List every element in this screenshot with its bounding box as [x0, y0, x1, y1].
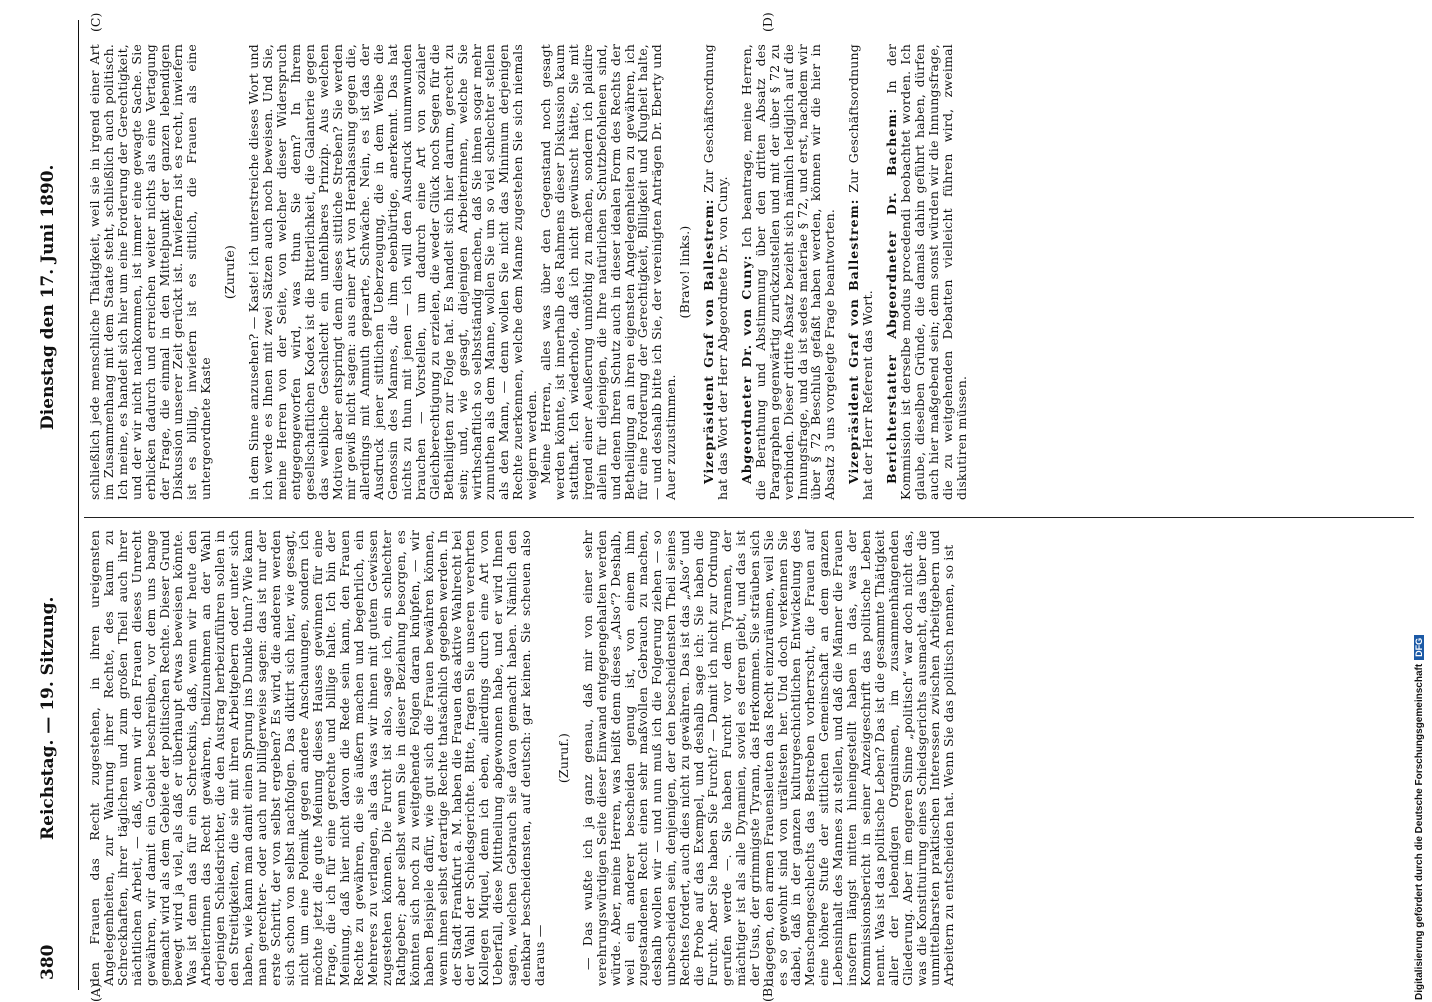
margin-marker-a: (A) — [88, 983, 103, 1002]
right-column — [88, 44, 968, 500]
speaker-paragraph — [740, 44, 837, 500]
speaker-paragraph — [702, 44, 730, 500]
page-header — [36, 10, 62, 990]
session-title: Reichstag. — 19. Sitzung. — [38, 596, 58, 840]
session-date: Dienstag den 17. Juni 1890. — [38, 164, 58, 430]
speech-text: In der Kommission ist derselbe modus procedendi beobachtet worden. Ich glaube, dieselben Gründe, die damals dahin geführt haben, dürfen auch hier maßgebend sein; denn sonst würden wir die Innungsfrage, die zu weitgehenden Debatten vielleicht führen wird, zweimal diskutiren müssen. — [884, 44, 969, 500]
speech-text: Zur Geschäftsordnung hat das Wort der Herr Abgeordnete Dr. von Cuny. — [701, 44, 730, 500]
paragraph: den Frauen das Recht zugestehen, in ihren ureigensten Angelegenheiten, zur Wahrung ihrer Rechte, des kaum zu Schreckhaften, ihrer täglichen und zum großen Theil auch ihrer nächtlichen Arbeit, — daß, wenn wir den Frauen dieses Unrecht gewähren, wir damit ein Gebiet beschreiben, vor dem uns bange gemacht wird als dem Gebiete der politischen Rechte. Dieser Grund bewegt wird ja viel, als daß er überhaupt etwas beweisen könnte. Was ist denn das für ein Schrecknis, daß, wenn wir heute den Arbeiterinnen das Recht gewähren, theilzunehmen an der Wahl derjenigen Schiedsrichter, die den Austrag herbeizuführen sollen in den Streitigkeiten, die sie mit ihren Arbeitgebern oder unter sich haben, wie kann man damit einen Sprung ins Dunkle thun? Wie kann man gerechter- oder auch nur billigerweise sagen: das ist nur der erste Schritt, der von selbst ergeben? Es wird, die anderen werden sich schon von selbst nachfolgen. Das diktirt sich hier, wie gesagt, nicht um eine Polemik gegen andere Anschauungen, sondern ich möchte jetzt die gute Meinung dieses Hauses gewinnen für eine Frage, die ich für eine gerechte und billige halte. Ich bin der Meinung, daß hier nicht davon die Rede sein kann, den Frauen Rechte zu gewähren, die sie äußern machen und begehrlich, ein Mehreres zu verlangen, als das was wir ihnen mit gutem Gewissen zugestehen können. Die Furcht ist also, sage ich, ein schlechter Rathgeber; aber selbst wenn Sie in dieser Beziehung besorgen, es könnten sich noch zu weitgehende Folgen daran knüpfen, — wir haben Beispiele dafür, wie gut sich die Frauen bewähren können, wenn ihnen selbst derartige Rechte thatsächlich gegeben werden. In der Stadt Frankfurt a. M. haben die Frauen das aktive Wahlrecht bei der Wahl der Schiedsgerichte. Bitte, fragen Sie unseren verehrten Kollegen Miquel, denn ich eben, allerdings durch eine Art von Ueberfall, diese Mittheilung abgewonnen habe, und er wird Ihnen sagen, welchen Gebrauch sie davon gemacht haben. Nämlich den denkbar bescheidensten, auf deutsch: gar keinen. Sie scheuen also daraus — — [87, 530, 547, 986]
speaker-name: Abgeordneter Dr. von Cuny: — [738, 254, 754, 484]
paragraph: Meine Herren, alles was über den Gegenstand noch gesagt werden könnte, ist innerhalb des Rahmens dieser Diskussion kaum statthaft. Ich wiederhole, daß ich nicht gewünscht hätte, Sie mit irgend einer Aeußerung unnöthig zu machen, sondern ich plaidire allein für diejenigen, die Ihre natürlichen Schutzbefohlenen sind, und denen Ihren Schutz auch in dieser idealen Form des Rechts der Betheiligung an ihren eigensten Angelegenheiten zu gewähren, ich für eine Forderung der Gerechtigkeit, Billigkeit und Klugheit halte, — und deshalb bitte ich Sie, der vereinigten Anträgen Dr. Eberty und Auer zuzustimmen. — [538, 44, 679, 500]
interjection: (Bravo! links.) — [677, 225, 693, 319]
speaker-paragraph — [847, 44, 875, 500]
speech-text: Ich beantrage, meine Herren, die Berathung und Abstimmung über den dritten Absatz des Paragraphen gegenwärtig zurückzustellen und mit der über § 72 zu verbinden. Dieser dritte Absatz bezieht sich nämlich lediglich auf die Innungsfrage, und da ist sedes materiae § 72, und erst, nachdem wir über § 72 Beschluß gefaßt haben werden, können wir die hier in Absatz 3 uns vorgelegte Frage beantworten. — [738, 44, 838, 500]
interjection: (Zuruf.) — [555, 732, 571, 784]
paragraph: — Das wußte ich ja ganz genau, daß mir von einer sehr verehrungswürdigen Seite dieser Einwand entgegengehalten werden würde. Aber, meine Herren, was heißt denn dieses „Also“? Deshalb, weil ein anderer bescheiden genug ist, von einem ihm zugestandenen Recht einen sehr maßvollen Gebrauch zu machen, deshalb wollen wir — und nun muß ich die Folgerung ziehen — so unbescheiden sein, denjenigen, der den bescheidensten Theil seines Rechtes fordert, auch dies nicht zu gewähren. Das ist das „Also“ und die Probe auf das Exempel, und deshalb sage ich: Sie haben die Furcht. Aber Sie haben Sie Furcht? — Damit ich nicht zur Ordnung gerufen werde —. Sie haben Furcht vor dem Tyrannen, der mächtiger ist als alle Dynamien, soviel es deren giebt, und das ist der Usus, der grimmigste Tyrann, das Herkommen. Sie sträuben sich dagegen, den armen Frauensleuten das Recht einzuräumen, weil Sie es so gewohnt sind von urältesten her. Und doch verkennen Sie dabei, daß in der ganzen kulturgeschichtlichen Entwickelung des Menschengeschlechts das Bestreben vorherrscht, die Frauen auf eine höhere Stufe der sittlichen Gemeinschaft an dem ganzen Lebensinhalt des Mannes zu stellen, und daß die Männer die Frauen insofern längst mitten hineingestellt haben in das, was der Kommissionsbericht in seiner Anzeigeschrift das politische Leben nennt. Was ist das politische Leben? Das ist die gesammte Thätigkeit aller der lebendigen Organismen, im zusammenhängenden Gliederung. Aber im engeren Sinne „politisch“ war doch nicht das, was die Konstituirung eines Schiedsgerichts ausmacht, das über die unmittelbarsten praktischen Interessen zwischen Arbeitgebern und Arbeitern zu entscheiden hat. Wenn Sie das politisch nennen, so ist — [579, 530, 957, 986]
digitization-notice — [1414, 0, 1428, 1000]
margin-marker-b: (B) — [760, 983, 775, 1002]
column-divider — [84, 517, 1414, 518]
paragraph: in dem Sinne anzusehen? — Kaste! ich unterstreiche dieses Wort und ich werde es Ihnen mit zwei Sätzen auch noch beweisen. Und Sie, meine Herren von der Seite, von welcher dieser Widerspruch entgegengeworfen wird, was thun Sie denn? In Ihrem gesellschaftlichen Kodex ist die Ritterlichkeit, die Galanterie gegen das weibliche Geschlecht ein unfehlbares Prinzip. Aus welchen Motiven aber entspringt denn dieses sittliche Streben? Sie werden mir gewiß nicht sagen: aus einer Art von Herablassung gegen die, allerdings mit Anmuth gepaarte, Schwäche. Nein, es ist das der Ausdruck jener sittlichen Ueberzeugung, die in dem Weibe die Genossin des Mannes, die ihm ebenbürtige, anerkennt. Das hat nichts zu thun mit jenen — ich will den Ausdruck unumwunden brauchen — Vorstellen, um dadurch eine Art von sozialer Gleichberechtigung zu erzielen, die weder Glück noch Segen für die Betheiligten zur Folge hat. Es handelt sich hier darum, gerecht zu sein; und, wie gesagt, diejenigen Arbeiterinnen, welche Sie wirthschaftlich so selbstständig machen, daß Sie ihnen sogar mehr zumuthen als dem Manne, wollen Sie um so viel schlechter stellen als den Mann, — denn wollen Sie nicht das Minimum derjenigen Rechte zuerkennen, welche dem Manne zugestehen Sie sich niemals weigern werden. — [246, 44, 540, 500]
funding-text: Digitalisierung gefördert durch die Deutsche Forschungsgemeinschaft — [1414, 663, 1425, 1000]
interjection: (Zurufe) — [222, 244, 238, 300]
speaker-name: Vizepräsident Graf von Ballestrem: — [701, 198, 717, 484]
margin-marker-c: (C) — [88, 12, 103, 32]
margin-marker-d: (D) — [760, 12, 775, 32]
paragraph: schließlich jede menschliche Thätigkeit, weil sie in irgend einer Art im Zusammenhang mit dem Staate steht, schließlich auch politisch. Ich meine, es handelt sich hier um eine Forderung der Gerechtigkeit, und der wir nicht nachkommen, ist immer eine gewagte Sache. Sie erblicken dadurch und erreichen weiter nichts als eine Vertagung der Frage, die einmal in den Mittelpunkt der ganzen lebendigen Diskussion unserer Zeit gerückt ist. Inwiefern ist es recht, inwiefern ist es billig, inwiefern ist es sittlich, die Frauen als eine untergeordnete Kaste — [87, 44, 214, 500]
speaker-name: Vizepräsident Graf von Ballestrem: — [846, 198, 862, 484]
header-rule — [78, 20, 79, 990]
speaker-name: Berichterstatter Abgeordneter Dr. Bachem: — [884, 107, 900, 484]
left-column — [88, 530, 956, 986]
page-number: 380 — [38, 944, 58, 980]
speech-text: Zur Geschäftsordnung hat der Herr Referent das Wort. — [846, 44, 876, 500]
speaker-paragraph — [885, 44, 968, 500]
dfg-logo: DFG — [1414, 635, 1424, 660]
